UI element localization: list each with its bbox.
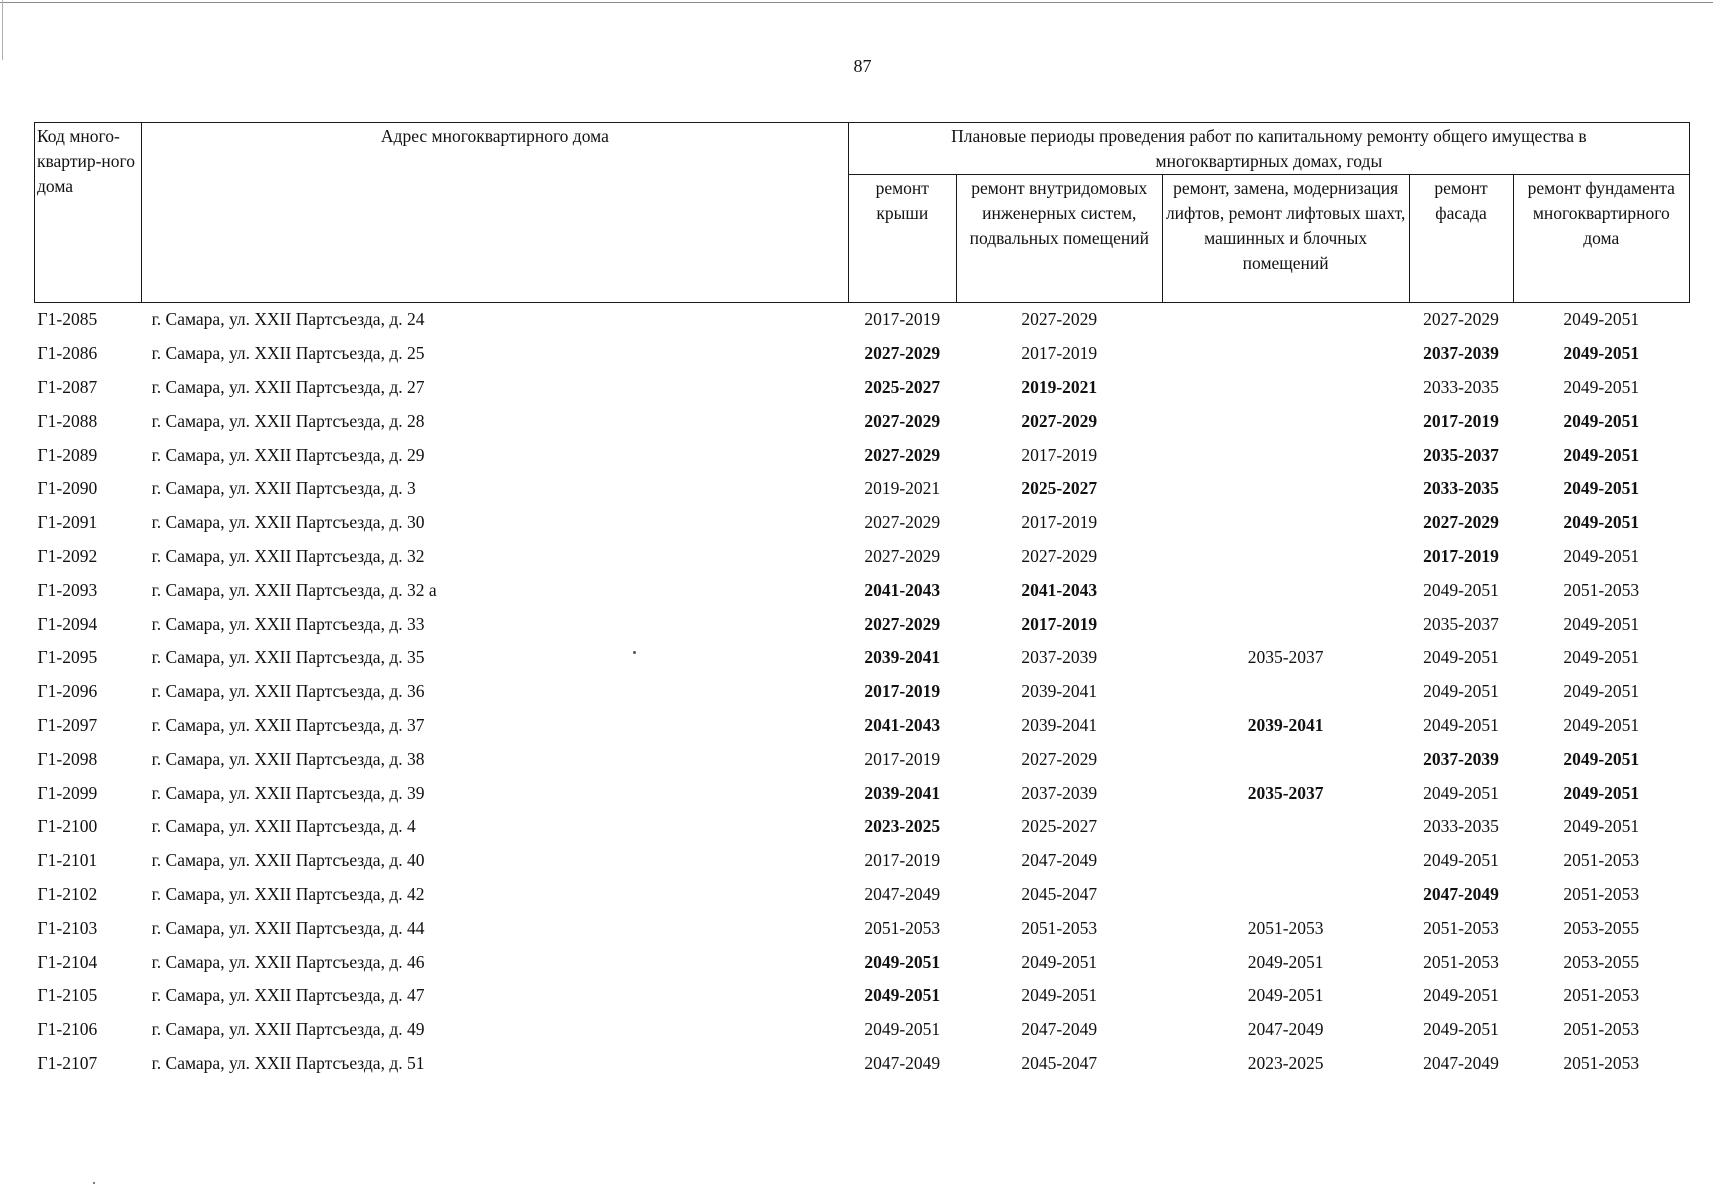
- cell-facade: 2049-2051: [1423, 579, 1499, 600]
- cell-address: г. Самара, ул. XXII Партсъезда, д. 28: [151, 410, 425, 431]
- header-elevators: ремонт, замена, модернизация лифтов, ремонт лифтовых шахт, машинных и блочных помещений: [1162, 175, 1409, 303]
- cell-elevators: 2039-2041: [1247, 714, 1324, 735]
- repair-schedule-table: [34, 122, 1690, 1080]
- cell-engineering: 2047-2049: [1021, 850, 1098, 871]
- table-row: [35, 506, 1690, 540]
- cell-elevators: [1162, 438, 1409, 472]
- cell-foundation: 2049-2051: [1563, 748, 1640, 769]
- cell-elevators: [1162, 540, 1409, 574]
- cell-roof: 2027-2029: [864, 545, 941, 566]
- table-row: [35, 1047, 1690, 1081]
- cell-facade: 2049-2051: [1423, 850, 1499, 871]
- cell-address: г. Самара, ул. XXII Партсъезда, д. 27: [151, 376, 425, 397]
- table-row: [35, 709, 1690, 743]
- cell-roof: 2049-2051: [864, 951, 941, 972]
- header-engineering: ремонт внутридомовых инженерных систем, подвальных помещений: [956, 175, 1162, 303]
- cell-foundation: 2049-2051: [1563, 545, 1640, 566]
- cell-elevators: [1162, 303, 1409, 337]
- cell-roof: 2027-2029: [864, 613, 941, 634]
- cell-engineering: 2037-2039: [1021, 782, 1098, 803]
- cell-address: г. Самара, ул. XXII Партсъезда, д. 40: [151, 850, 425, 871]
- cell-address: г. Самара, ул. XXII Партсъезда, д. 36: [151, 681, 425, 702]
- cell-engineering: 2017-2019: [1021, 343, 1098, 364]
- cell-code: Г1-2095: [37, 647, 98, 668]
- cell-engineering: 2039-2041: [1021, 714, 1098, 735]
- cell-roof: 2025-2027: [864, 376, 941, 397]
- cell-elevators: [1162, 573, 1409, 607]
- table-row: [35, 303, 1690, 337]
- cell-code: Г1-2089: [37, 444, 98, 465]
- cell-facade: 2017-2019: [1423, 545, 1499, 566]
- cell-facade: 2051-2053: [1423, 951, 1499, 972]
- cell-roof: 2023-2025: [864, 816, 941, 837]
- cell-engineering: 2039-2041: [1021, 681, 1098, 702]
- cell-address: г. Самара, ул. XXII Партсъезда, д. 47: [151, 985, 425, 1006]
- scan-edge-left: [2, 0, 3, 60]
- cell-foundation: 2049-2051: [1563, 444, 1640, 465]
- cell-foundation: 2049-2051: [1563, 782, 1640, 803]
- cell-elevators: [1162, 844, 1409, 878]
- cell-foundation: 2051-2053: [1563, 1019, 1640, 1040]
- cell-foundation: 2051-2053: [1563, 850, 1640, 871]
- cell-roof: 2049-2051: [864, 985, 941, 1006]
- cell-elevators: 2023-2025: [1247, 1052, 1324, 1073]
- cell-elevators: 2047-2049: [1247, 1019, 1324, 1040]
- cell-roof: 2017-2019: [864, 681, 941, 702]
- cell-roof: 2027-2029: [864, 512, 941, 533]
- cell-address: г. Самара, ул. XXII Партсъезда, д. 25: [151, 343, 425, 364]
- table-row: [35, 742, 1690, 776]
- cell-elevators: [1162, 506, 1409, 540]
- cell-code: Г1-2107: [37, 1052, 98, 1073]
- cell-code: Г1-2103: [37, 917, 98, 938]
- table-row: [35, 371, 1690, 405]
- table-row: [35, 540, 1690, 574]
- cell-facade: 2047-2049: [1423, 1052, 1499, 1073]
- cell-address: г. Самара, ул. XXII Партсъезда, д. 32: [151, 545, 425, 566]
- cell-roof: 2039-2041: [864, 647, 941, 668]
- cell-foundation: 2049-2051: [1563, 613, 1640, 634]
- cell-code: Г1-2088: [37, 410, 98, 431]
- cell-engineering: 2045-2047: [1021, 883, 1098, 904]
- cell-facade: 2035-2037: [1423, 613, 1499, 634]
- cell-elevators: [1162, 371, 1409, 405]
- cell-address: г. Самара, ул. XXII Партсъезда, д. 51: [151, 1052, 425, 1073]
- cell-foundation: 2049-2051: [1563, 376, 1640, 397]
- table-row: [35, 337, 1690, 371]
- cell-engineering: 2037-2039: [1021, 647, 1098, 668]
- cell-address: г. Самара, ул. XXII Партсъезда, д. 44: [151, 917, 425, 938]
- header-facade: ремонт фасада: [1409, 175, 1513, 303]
- cell-address: г. Самара, ул. XXII Партсъезда, д. 24: [151, 309, 425, 330]
- cell-elevators: 2035-2037: [1247, 782, 1324, 803]
- cell-engineering: 2041-2043: [1021, 579, 1098, 600]
- scan-speck: [93, 1182, 95, 1184]
- cell-facade: 2047-2049: [1423, 883, 1499, 904]
- cell-elevators: 2051-2053: [1247, 917, 1324, 938]
- cell-foundation: 2053-2055: [1563, 917, 1640, 938]
- cell-elevators: [1162, 607, 1409, 641]
- cell-address: г. Самара, ул. XXII Партсъезда, д. 30: [151, 512, 425, 533]
- cell-engineering: 2027-2029: [1021, 545, 1098, 566]
- cell-address: г. Самара, ул. XXII Партсъезда, д. 35: [151, 647, 425, 668]
- cell-engineering: 2025-2027: [1021, 816, 1098, 837]
- table-header: [35, 123, 1690, 303]
- cell-facade: 2037-2039: [1423, 343, 1499, 364]
- cell-elevators: 2049-2051: [1247, 985, 1324, 1006]
- cell-foundation: 2049-2051: [1563, 816, 1640, 837]
- cell-elevators: 2049-2051: [1247, 951, 1324, 972]
- header-row: [35, 123, 1690, 175]
- cell-code: Г1-2092: [37, 545, 98, 566]
- cell-roof: 2017-2019: [864, 748, 941, 769]
- cell-engineering: 2017-2019: [1021, 613, 1098, 634]
- cell-roof: 2027-2029: [864, 444, 941, 465]
- cell-elevators: [1162, 337, 1409, 371]
- cell-elevators: [1162, 472, 1409, 506]
- header-periods-group: Плановые периоды проведения работ по капитальному ремонту общего имущества в многоквартирных домах, годы: [848, 123, 1689, 175]
- cell-facade: 2017-2019: [1423, 410, 1499, 431]
- cell-foundation: 2049-2051: [1563, 478, 1640, 499]
- cell-roof: 2047-2049: [864, 1052, 941, 1073]
- cell-facade: 2049-2051: [1423, 782, 1499, 803]
- header-address: Адрес многоквартирного дома: [142, 123, 849, 303]
- cell-elevators: [1162, 742, 1409, 776]
- cell-foundation: 2049-2051: [1563, 343, 1640, 364]
- cell-foundation: 2051-2053: [1563, 985, 1640, 1006]
- cell-foundation: 2051-2053: [1563, 1052, 1640, 1073]
- cell-engineering: 2025-2027: [1021, 478, 1098, 499]
- cell-foundation: 2049-2051: [1563, 714, 1640, 735]
- cell-elevators: [1162, 404, 1409, 438]
- cell-address: г. Самара, ул. XXII Партсъезда, д. 33: [151, 613, 425, 634]
- cell-engineering: 2051-2053: [1021, 917, 1098, 938]
- table-row: [35, 945, 1690, 979]
- cell-facade: 2051-2053: [1423, 917, 1499, 938]
- cell-facade: 2049-2051: [1423, 647, 1499, 668]
- cell-roof: 2027-2029: [864, 410, 941, 431]
- cell-facade: 2037-2039: [1423, 748, 1499, 769]
- cell-foundation: 2049-2051: [1563, 512, 1640, 533]
- cell-address: г. Самара, ул. XXII Партсъезда, д. 39: [151, 782, 425, 803]
- cell-roof: 2049-2051: [864, 1019, 941, 1040]
- cell-engineering: 2047-2049: [1021, 1019, 1098, 1040]
- cell-roof: 2039-2041: [864, 782, 941, 803]
- cell-foundation: 2049-2051: [1563, 681, 1640, 702]
- cell-code: Г1-2094: [37, 613, 98, 634]
- cell-engineering: 2027-2029: [1021, 748, 1098, 769]
- cell-facade: 2049-2051: [1423, 714, 1499, 735]
- cell-facade: 2033-2035: [1423, 478, 1499, 499]
- cell-address: г. Самара, ул. XXII Партсъезда, д. 42: [151, 883, 425, 904]
- table-row: [35, 675, 1690, 709]
- cell-facade: 2027-2029: [1423, 512, 1499, 533]
- table-row: [35, 573, 1690, 607]
- cell-facade: 2027-2029: [1423, 309, 1499, 330]
- cell-engineering: 2017-2019: [1021, 444, 1098, 465]
- cell-code: Г1-2099: [37, 782, 98, 803]
- cell-facade: 2049-2051: [1423, 681, 1499, 702]
- table-row: [35, 607, 1690, 641]
- cell-code: Г1-2093: [37, 579, 98, 600]
- cell-code: Г1-2096: [37, 681, 98, 702]
- cell-elevators: [1162, 810, 1409, 844]
- cell-roof: 2019-2021: [864, 478, 941, 499]
- table-row: [35, 810, 1690, 844]
- table-row: [35, 911, 1690, 945]
- cell-engineering: 2019-2021: [1021, 376, 1098, 397]
- cell-roof: 2027-2029: [864, 343, 941, 364]
- cell-foundation: 2049-2051: [1563, 309, 1640, 330]
- cell-facade: 2049-2051: [1423, 1019, 1499, 1040]
- cell-foundation: 2053-2055: [1563, 951, 1640, 972]
- cell-roof: 2017-2019: [864, 850, 941, 871]
- table-row: [35, 844, 1690, 878]
- page-number: 87: [853, 56, 872, 76]
- cell-address: г. Самара, ул. XXII Партсъезда, д. 37: [151, 714, 425, 735]
- cell-facade: 2049-2051: [1423, 985, 1499, 1006]
- table-row: [35, 641, 1690, 675]
- cell-roof: 2047-2049: [864, 883, 941, 904]
- cell-address: г. Самара, ул. XXII Партсъезда, д. 3: [151, 478, 416, 499]
- cell-engineering: 2017-2019: [1021, 512, 1098, 533]
- cell-foundation: 2051-2053: [1563, 883, 1640, 904]
- cell-code: Г1-2087: [37, 376, 98, 397]
- header-code: Код много-квартир-ного дома: [35, 123, 142, 303]
- cell-facade: 2033-2035: [1423, 376, 1499, 397]
- cell-elevators: [1162, 878, 1409, 912]
- cell-engineering: 2049-2051: [1021, 985, 1098, 1006]
- table-row: [35, 776, 1690, 810]
- table-row: [35, 472, 1690, 506]
- cell-elevators: 2035-2037: [1247, 647, 1324, 668]
- cell-elevators: [1162, 675, 1409, 709]
- table-row: [35, 404, 1690, 438]
- cell-code: Г1-2090: [37, 478, 98, 499]
- cell-code: Г1-2100: [37, 816, 98, 837]
- cell-code: Г1-2106: [37, 1019, 98, 1040]
- cell-code: Г1-2086: [37, 343, 98, 364]
- cell-code: Г1-2085: [37, 309, 98, 330]
- cell-foundation: 2051-2053: [1563, 579, 1640, 600]
- table-row: [35, 878, 1690, 912]
- cell-facade: 2033-2035: [1423, 816, 1499, 837]
- cell-code: Г1-2102: [37, 883, 98, 904]
- scan-edge-top: [0, 2, 1713, 3]
- cell-foundation: 2049-2051: [1563, 647, 1640, 668]
- cell-facade: 2035-2037: [1423, 444, 1499, 465]
- cell-roof: 2051-2053: [864, 917, 941, 938]
- cell-roof: 2041-2043: [864, 579, 941, 600]
- cell-engineering: 2045-2047: [1021, 1052, 1098, 1073]
- cell-roof: 2041-2043: [864, 714, 941, 735]
- cell-engineering: 2049-2051: [1021, 951, 1098, 972]
- cell-address: г. Самара, ул. XXII Партсъезда, д. 32 а: [151, 579, 437, 600]
- cell-code: Г1-2091: [37, 512, 98, 533]
- table-row: [35, 1013, 1690, 1047]
- table-row: [35, 979, 1690, 1013]
- table-body: [35, 303, 1690, 1081]
- cell-code: Г1-2101: [37, 850, 98, 871]
- cell-engineering: 2027-2029: [1021, 410, 1098, 431]
- header-roof: ремонт крыши: [848, 175, 956, 303]
- table-row: [35, 438, 1690, 472]
- header-foundation: ремонт фундамента многоквартирного дома: [1513, 175, 1689, 303]
- cell-roof: 2017-2019: [864, 309, 941, 330]
- cell-address: г. Самара, ул. XXII Партсъезда, д. 49: [151, 1019, 425, 1040]
- cell-code: Г1-2098: [37, 748, 98, 769]
- cell-foundation: 2049-2051: [1563, 410, 1640, 431]
- cell-code: Г1-2097: [37, 714, 98, 735]
- cell-address: г. Самара, ул. XXII Партсъезда, д. 29: [151, 444, 425, 465]
- cell-address: г. Самара, ул. XXII Партсъезда, д. 46: [151, 951, 425, 972]
- cell-code: Г1-2105: [37, 985, 98, 1006]
- cell-address: г. Самара, ул. XXII Партсъезда, д. 38: [151, 748, 425, 769]
- cell-engineering: 2027-2029: [1021, 309, 1098, 330]
- cell-code: Г1-2104: [37, 951, 98, 972]
- cell-address: г. Самара, ул. XXII Партсъезда, д. 4: [151, 816, 416, 837]
